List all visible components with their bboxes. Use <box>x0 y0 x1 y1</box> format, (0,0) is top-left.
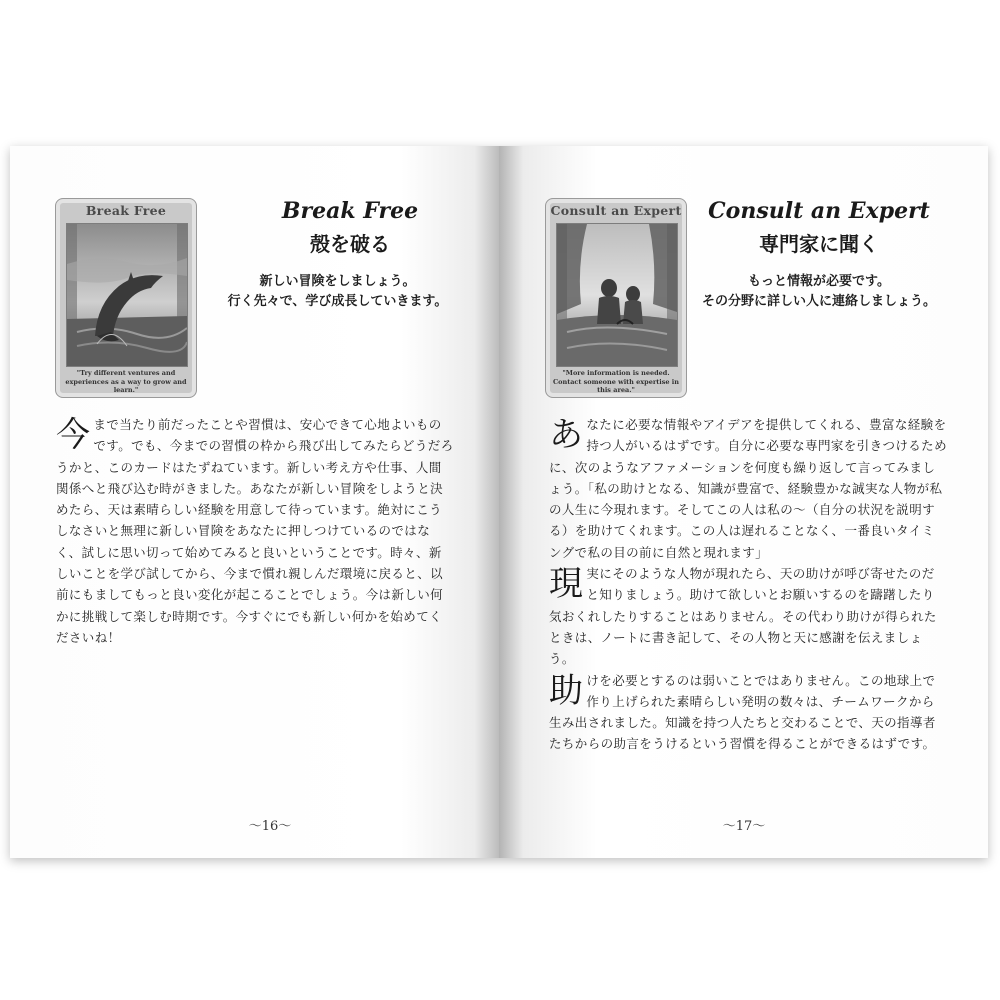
right-page <box>499 146 988 858</box>
page-title-ja: 専門家に聞く <box>759 232 879 256</box>
card-quote: "More information is needed. Contact someone with expertise in this area." <box>552 369 680 394</box>
paragraph <box>549 670 947 755</box>
dolphin-illustration <box>66 223 188 367</box>
card-message-line: その分野に詳しい人に連絡しましょう。 <box>701 294 936 309</box>
card-image-break-free <box>55 198 197 398</box>
paragraph-text: 実にそのような人物が現れたら、天の助けが呼び寄せたのだと知りましょう。助けて欲しいとお願いするのを躊躇したり気おくれしたりすることはありません。その代わり助けが得られたときは、ノートに書き記して、その人物と天に感謝を伝えましょう。 <box>549 566 937 667</box>
card-message-line: 新しい冒険をしましょう。 <box>259 274 416 289</box>
open-book <box>10 146 988 858</box>
expert-illustration <box>556 223 678 367</box>
card-title: Break Free <box>85 203 167 218</box>
body-text <box>56 414 454 648</box>
card-title: Consult an Expert <box>550 203 682 218</box>
drop-cap: あ <box>549 415 584 455</box>
body-text <box>549 414 947 755</box>
paragraph-text: まで当たり前だったことや習慣は、安心できて心地よいものです。でも、今までの習慣の枠から飛び出してみたらどうだろうかと、このカードはたずねています。新しい考え方や仕事、人間関係へと飛び込む時がきました。あなたが新しい冒険をしようと決めたら、天は素晴らしい経験を用意して待っています。絶対にこうしなさいと無理に新しい冒険をあなたに押しつけているのではなく、試しに思い切って始めてみると良いということです。時々、新しいことを学び試してから、今まで慣れ親しんだ環境に戻ると、以前にもましてもっと良い変化が起こることでしょう。今は新しい何かに挑戦して楽しむ時期です。今すぐにでも新しい何かを始めてくださいね！ <box>56 417 454 645</box>
paragraph <box>549 414 947 563</box>
paragraph-text: けを必要とするのは弱いことではありません。この地球上で作り上げられた素晴らしい発明の数々は、チームワークから生み出されました。知識を持つ人たちと交わることで、天の指導者たちからの助言をうけるという習慣を得ることができるはずです。 <box>549 672 936 752</box>
card-message <box>200 272 475 312</box>
paragraph <box>56 414 454 648</box>
page-title-en: Consult an Expert <box>708 198 930 224</box>
drop-cap: 助 <box>549 670 584 711</box>
paragraph-text: なたに必要な情報やアイデアを提供してくれる、豊富な経験を持つ人がいるはずです。自分に必要な専門家を引きつけるために、次のようなアファメーションを何度も繰り返して言ってみましょう。「私の助けとなる、知識が豊富で、経験豊かな誠実な人物が私の人生に今現れます。そしてこの人は私の～（自分の状況を説明する）を助けてくれます。この人は遅れることなく、一番良いタイミングで私の目の前に自然と現れます」 <box>549 417 947 560</box>
drop-cap: 現 <box>549 564 584 605</box>
page-title-ja: 殻を破る <box>310 232 390 256</box>
page-number: ～17～ <box>722 819 766 834</box>
card-message-line: もっと情報が必要です。 <box>748 274 890 289</box>
drop-cap: 今 <box>56 415 91 455</box>
card-message <box>689 272 949 312</box>
card-image-consult-an-expert <box>545 198 687 398</box>
paragraph <box>549 563 947 669</box>
left-page <box>10 146 499 858</box>
card-message-line: 行く先々で、学び成長していきます。 <box>227 294 448 309</box>
page-number: ～16～ <box>248 819 292 834</box>
card-quote: "Try different ventures and experiences as a way to grow and learn." <box>65 369 187 394</box>
page-title-en: Break Free <box>281 198 419 224</box>
